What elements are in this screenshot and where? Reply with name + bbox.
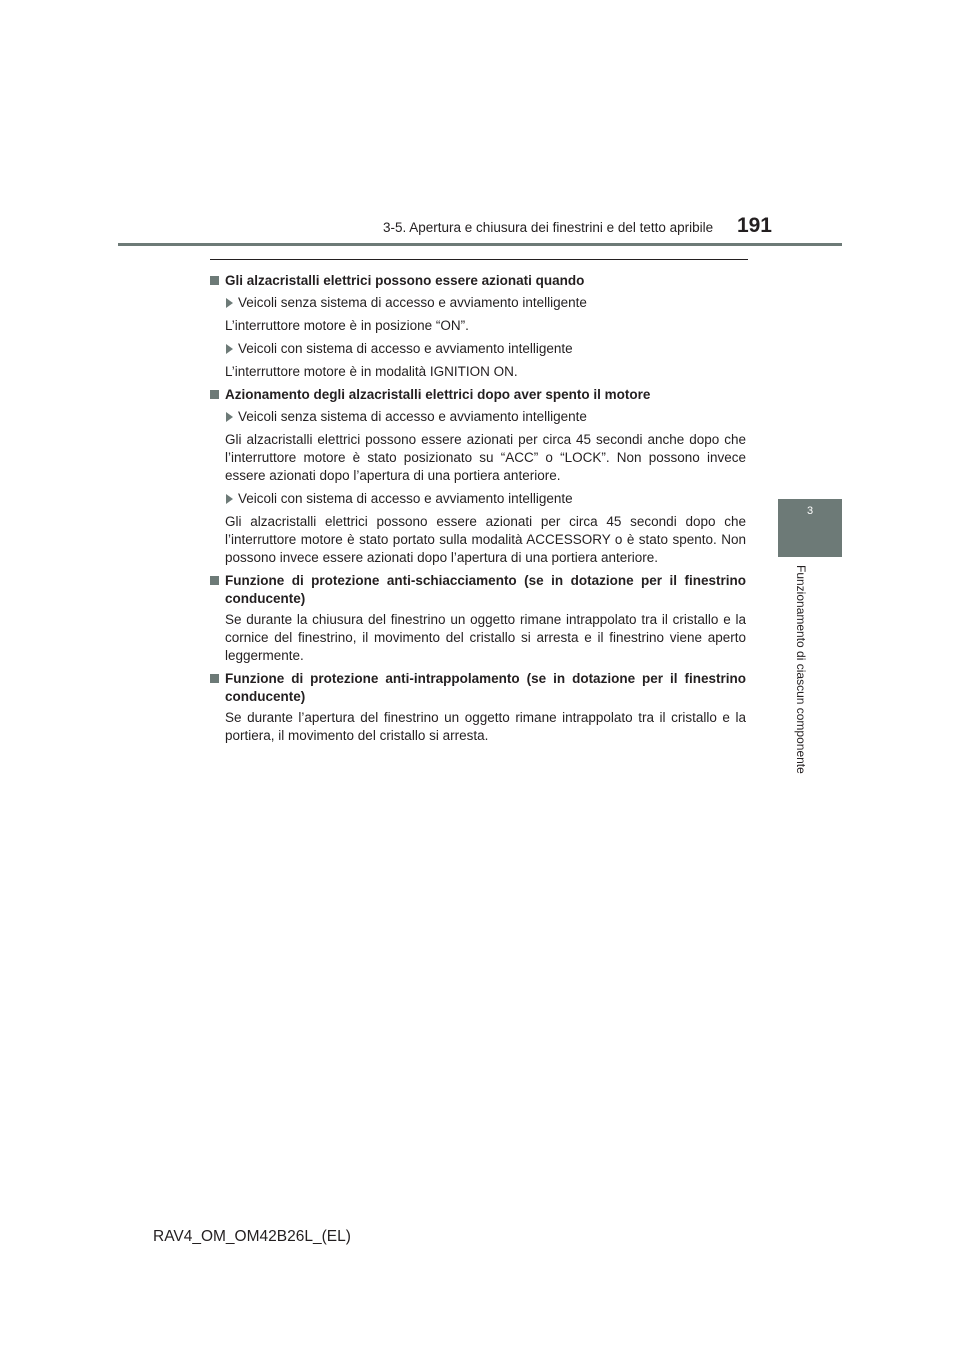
paragraph: Gli alzacristalli elettrici possono essere azionati per circa 45 secondi anche dopo che l’interruttore motore è stato posizionato su “ACC” o “LOCK”. Non possono invece essere azionati dopo l’apertura di una portiera anteriore. bbox=[225, 432, 746, 483]
sub-heading-text: Veicoli con sistema di accesso e avviamento intelligente bbox=[238, 341, 573, 356]
section-title bbox=[210, 572, 746, 608]
sub-heading-text: Veicoli con sistema di accesso e avviamento intelligente bbox=[238, 491, 573, 506]
triangle-bullet-icon bbox=[226, 412, 233, 422]
content bbox=[210, 268, 746, 750]
section-title-text: Funzione di protezione anti-intrappolamento (se in dotazione per il finestrino conducente) bbox=[225, 671, 746, 704]
paragraph: L’interruttore motore è in modalità IGNITION ON. bbox=[225, 364, 518, 379]
square-bullet-icon bbox=[210, 674, 219, 683]
sub-heading-text: Veicoli senza sistema di accesso e avviamento intelligente bbox=[238, 295, 587, 310]
section bbox=[210, 572, 746, 665]
sub-heading bbox=[210, 490, 746, 508]
chapter-tab bbox=[778, 499, 842, 557]
section-title bbox=[210, 272, 746, 290]
chapter-title: Funzionamento di ciascun componente bbox=[794, 565, 808, 774]
chapter-title-vertical bbox=[794, 565, 816, 795]
section-title-text: Azionamento degli alzacristalli elettrici dopo aver spento il motore bbox=[225, 387, 651, 402]
header-rule bbox=[118, 243, 842, 246]
paragraph: L’interruttore motore è in posizione “ON”. bbox=[225, 318, 469, 333]
section bbox=[210, 386, 746, 567]
sub-heading bbox=[210, 294, 746, 312]
section bbox=[210, 272, 746, 381]
square-bullet-icon bbox=[210, 276, 219, 285]
paragraph: Gli alzacristalli elettrici possono essere azionati per circa 45 secondi dopo che l’interruttore motore è stato portato sulla modalità ACCESSORY o è stato spento. Non possono invece essere azionati dopo l’apertura di una portiera anteriore. bbox=[225, 514, 746, 565]
footer-code: RAV4_OM_OM42B26L_(EL) bbox=[153, 1228, 351, 1245]
section-title bbox=[210, 670, 746, 706]
paragraph: Se durante l’apertura del finestrino un oggetto rimane intrappolato tra il cristallo e la portiera, il movimento del cristallo si arresta. bbox=[225, 710, 746, 743]
content-rule bbox=[210, 259, 748, 260]
square-bullet-icon bbox=[210, 576, 219, 585]
section bbox=[210, 670, 746, 745]
triangle-bullet-icon bbox=[226, 344, 233, 354]
sub-heading bbox=[210, 408, 746, 426]
section-title-text: Gli alzacristalli elettrici possono essere azionati quando bbox=[225, 273, 585, 288]
paragraph: Se durante la chiusura del finestrino un oggetto rimane intrappolato tra il cristallo e la cornice del finestrino, il movimento del cristallo si arresta e il finestrino viene aperto leggermente. bbox=[225, 612, 746, 663]
section-title bbox=[210, 386, 746, 404]
sub-heading-text: Veicoli senza sistema di accesso e avviamento intelligente bbox=[238, 409, 587, 424]
triangle-bullet-icon bbox=[226, 298, 233, 308]
sub-heading bbox=[210, 340, 746, 358]
section-title-text: Funzione di protezione anti-schiacciamento (se in dotazione per il finestrino conducente) bbox=[225, 573, 746, 606]
triangle-bullet-icon bbox=[226, 494, 233, 504]
page-number: 191 bbox=[736, 214, 772, 237]
chapter-number: 3 bbox=[806, 505, 814, 517]
square-bullet-icon bbox=[210, 390, 219, 399]
header-title: 3-5. Apertura e chiusura dei finestrini e del tetto apribile bbox=[383, 220, 714, 235]
